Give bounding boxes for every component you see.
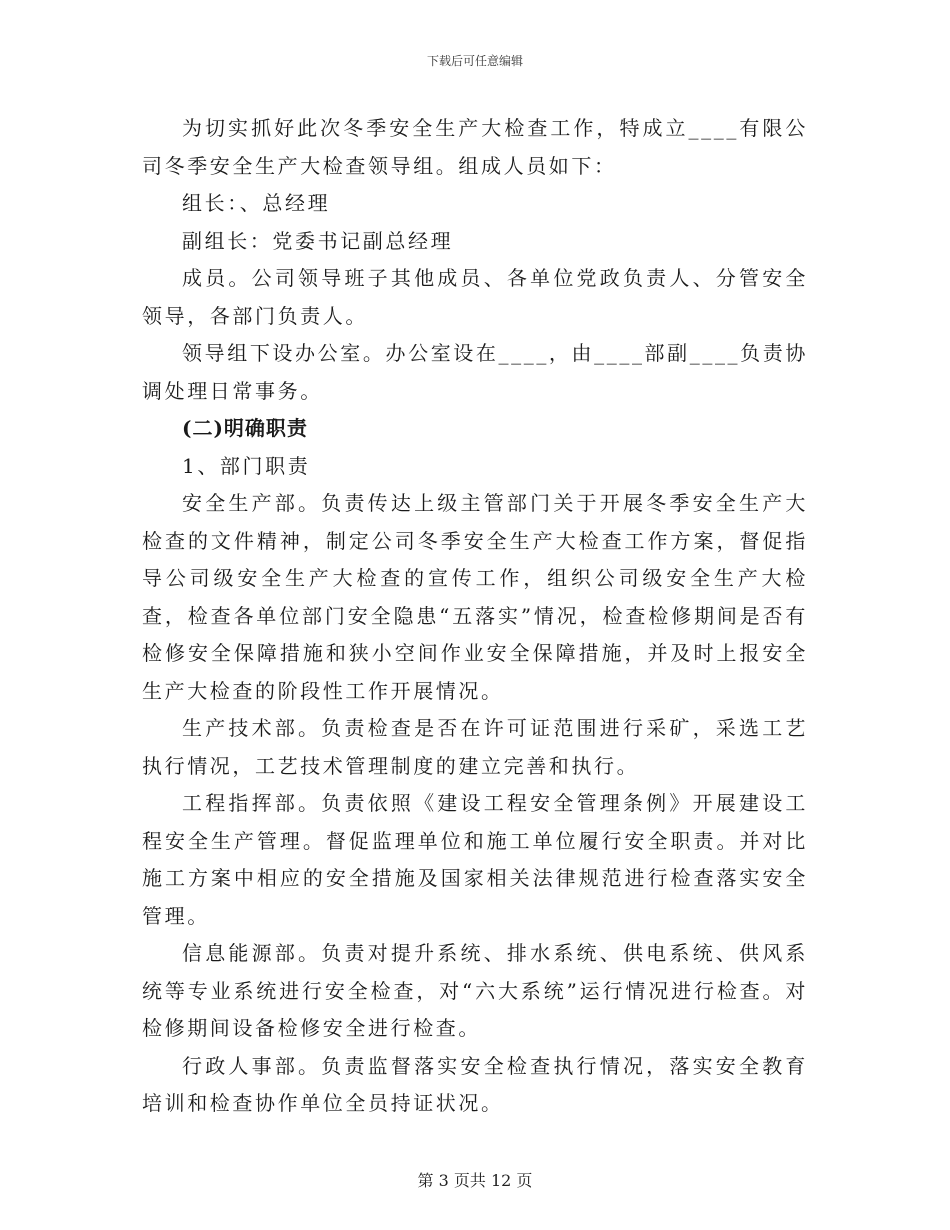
paragraph-engineering-command-dept: 工程指挥部。负责依照《建设工程安全管理条例》开展建设工程安全生产管理。督促监理单位和施工单位履行安全职责。并对比施工方案中相应的安全措施及国家相关法律规范进行检查落实安全管理。: [142, 791, 808, 928]
page-header: 下载后可任意编辑: [426, 54, 523, 68]
paragraph-info-energy-dept: 信息能源部。负责对提升系统、排水系统、供电系统、供风系统等专业系统进行安全检查，对“六大系统”运行情况进行检查。对检修期间设备检修安全进行检查。: [142, 941, 808, 1040]
paragraph-leadership-group: 为切实抓好此次冬季安全生产大检查工作，特成立____有限公司冬季安全生产大检查领导组。组成人员如下：: [142, 116, 808, 178]
paragraph-members: 成员。公司领导班子其他成员、各单位党政负责人、分管安全领导，各部门负责人。: [142, 266, 808, 328]
document-body: [142, 110, 808, 1123]
page-number: 第 3 页共 12 页: [417, 1171, 533, 1190]
section-heading-responsibilities: (二)明确职责: [182, 416, 308, 440]
paragraph-production-tech-dept: 生产技术部。负责检查是否在许可证范围进行采矿，采选工艺执行情况，工艺技术管理制度的建立完善和执行。: [142, 716, 808, 778]
subheading-department-duties: 1、部门职责: [182, 453, 311, 478]
paragraph-group-leader: 组长：、总经理: [182, 191, 331, 215]
paragraph-admin-hr-dept: 行政人事部。负责监督落实安全检查执行情况，落实安全教育培训和检查协作单位全员持证状况。: [142, 1053, 808, 1115]
paragraph-office: 领导组下设办公室。办公室设在____，由____部副____负责协调处理日常事务。: [142, 341, 808, 403]
paragraph-safety-production-dept: 安全生产部。负责传达上级主管部门关于开展冬季安全生产大检查的文件精神，制定公司冬季安全生产大检查工作方案，督促指导公司级安全生产大检查的宣传工作，组织公司级安全生产大检查，检查各单位部门安全隐患“五落实”情况，检查检修期间是否有检修安全保障措施和狭小空间作业安全保障措施，并及时上报安全生产大检查的阶段性工作开展情况。: [142, 491, 808, 703]
paragraph-deputy-leader: 副组长：党委书记副总经理: [182, 228, 454, 253]
